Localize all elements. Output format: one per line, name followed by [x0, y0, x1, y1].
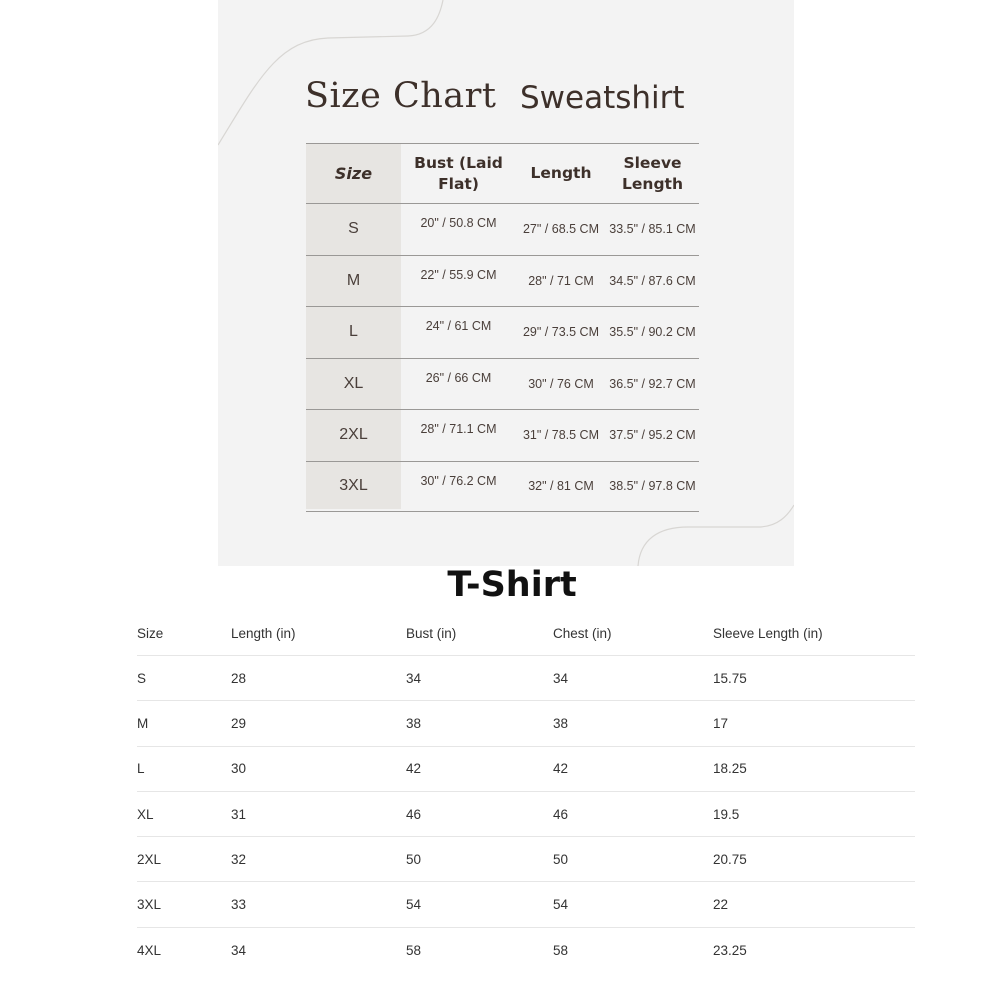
table-cell: 38 — [553, 715, 569, 731]
table-cell: 38.5" / 97.8 CM — [609, 479, 696, 494]
table-cell: 33 — [231, 897, 247, 913]
table-cell: 50 — [553, 851, 569, 867]
table-cell: 2XL — [339, 426, 368, 444]
table-cell: 50 — [406, 851, 422, 867]
table-cell: 28" / 71.1 CM — [420, 422, 497, 436]
table-cell: 29" / 73.5 CM — [522, 325, 599, 340]
table-cell: 32 — [231, 851, 247, 867]
table-row — [306, 203, 699, 255]
table-cell: 34 — [406, 670, 422, 686]
table-row — [137, 747, 915, 792]
table-cell: S — [137, 670, 147, 686]
table-cell: 58 — [406, 942, 422, 958]
table-cell: XL — [137, 806, 154, 822]
table-cell: 22" / 55.9 CM — [420, 267, 497, 282]
table-cell: 35.5" / 90.2 CM — [609, 325, 696, 340]
table-cell: 36.5" / 92.7 CM — [609, 376, 696, 391]
table-cell: 23.25 — [713, 942, 747, 958]
table-cell: 15.75 — [713, 670, 747, 686]
header-cell: Size — [137, 625, 164, 641]
table-row — [137, 656, 915, 701]
table-row — [306, 358, 699, 410]
table-row — [137, 882, 915, 927]
table-cell: 4XL — [137, 942, 162, 958]
table-cell: L — [349, 323, 358, 341]
table-cell: 24" / 61 CM — [425, 319, 492, 333]
table-cell: L — [137, 761, 145, 777]
table-cell: 34 — [231, 942, 247, 958]
table-cell: 42 — [406, 761, 422, 777]
table-cell: 37.5" / 95.2 CM — [609, 428, 696, 443]
table-cell: 27" / 68.5 CM — [522, 222, 599, 237]
size-chart-title: Size Chart — [305, 76, 497, 116]
table-row — [306, 409, 699, 461]
table-cell: 29 — [231, 715, 247, 731]
table-cell: 34 — [553, 670, 569, 686]
sweatshirt-table — [306, 143, 699, 512]
table-cell: 30" / 76 CM — [528, 376, 594, 391]
header-cell: Bust (in) — [406, 625, 457, 641]
table-cell: 32" / 81 CM — [528, 479, 594, 494]
table-cell: 31 — [231, 806, 247, 822]
table-cell: 31" / 78.5 CM — [522, 428, 599, 443]
table-cell: 3XL — [339, 477, 368, 495]
table-cell: 46 — [553, 806, 569, 822]
table-cell: 28 — [231, 670, 247, 686]
table-row — [306, 255, 699, 307]
tshirt-table — [137, 611, 915, 973]
table-cell: 19.5 — [713, 806, 740, 822]
table-cell: 30 — [231, 761, 247, 777]
header-cell: Chest (in) — [553, 625, 612, 641]
header-cell: Bust (Laid Flat) — [414, 153, 503, 193]
table-cell: 17 — [713, 715, 729, 731]
header-cell: Size — [334, 164, 373, 183]
table-row — [137, 837, 915, 882]
header-cell: Length (in) — [231, 625, 296, 641]
header-cell: Sleeve Length — [622, 153, 683, 193]
table-cell: 26" / 66 CM — [425, 370, 492, 385]
header-cell: Sleeve Length (in) — [713, 625, 823, 641]
sweatshirt-size-chart-panel — [218, 0, 794, 566]
table-cell: 2XL — [137, 851, 162, 867]
sweatshirt-title: Sweatshirt — [520, 80, 685, 116]
table-cell: 54 — [406, 897, 422, 913]
table-cell: 54 — [553, 897, 569, 913]
table-cell: 30" / 76.2 CM — [420, 473, 497, 488]
table-cell: 22 — [713, 897, 729, 913]
table-cell: 34.5" / 87.6 CM — [609, 273, 696, 288]
table-row — [137, 701, 915, 746]
table-cell: 20.75 — [713, 851, 747, 867]
header-cell: Length — [530, 164, 592, 182]
table-cell: 28" / 71 CM — [528, 273, 594, 288]
table-cell: M — [346, 271, 361, 289]
table-cell: 20" / 50.8 CM — [420, 216, 497, 230]
tshirt-title: T-Shirt — [447, 565, 577, 605]
table-cell: 58 — [553, 942, 569, 958]
table-cell: S — [348, 220, 359, 238]
table-row — [137, 792, 915, 837]
table-cell: 3XL — [137, 897, 162, 913]
table-cell: M — [137, 715, 149, 731]
table-cell: 18.25 — [713, 761, 747, 777]
table-row — [137, 928, 915, 973]
table-row — [306, 306, 699, 358]
table-header-row — [137, 611, 915, 656]
table-cell: 33.5" / 85.1 CM — [609, 222, 696, 237]
table-cell: 46 — [406, 806, 422, 822]
table-row — [306, 461, 699, 513]
table-cell: XL — [343, 374, 364, 392]
table-header-row — [306, 143, 699, 203]
table-cell: 38 — [406, 715, 422, 731]
table-cell: 42 — [553, 761, 569, 777]
